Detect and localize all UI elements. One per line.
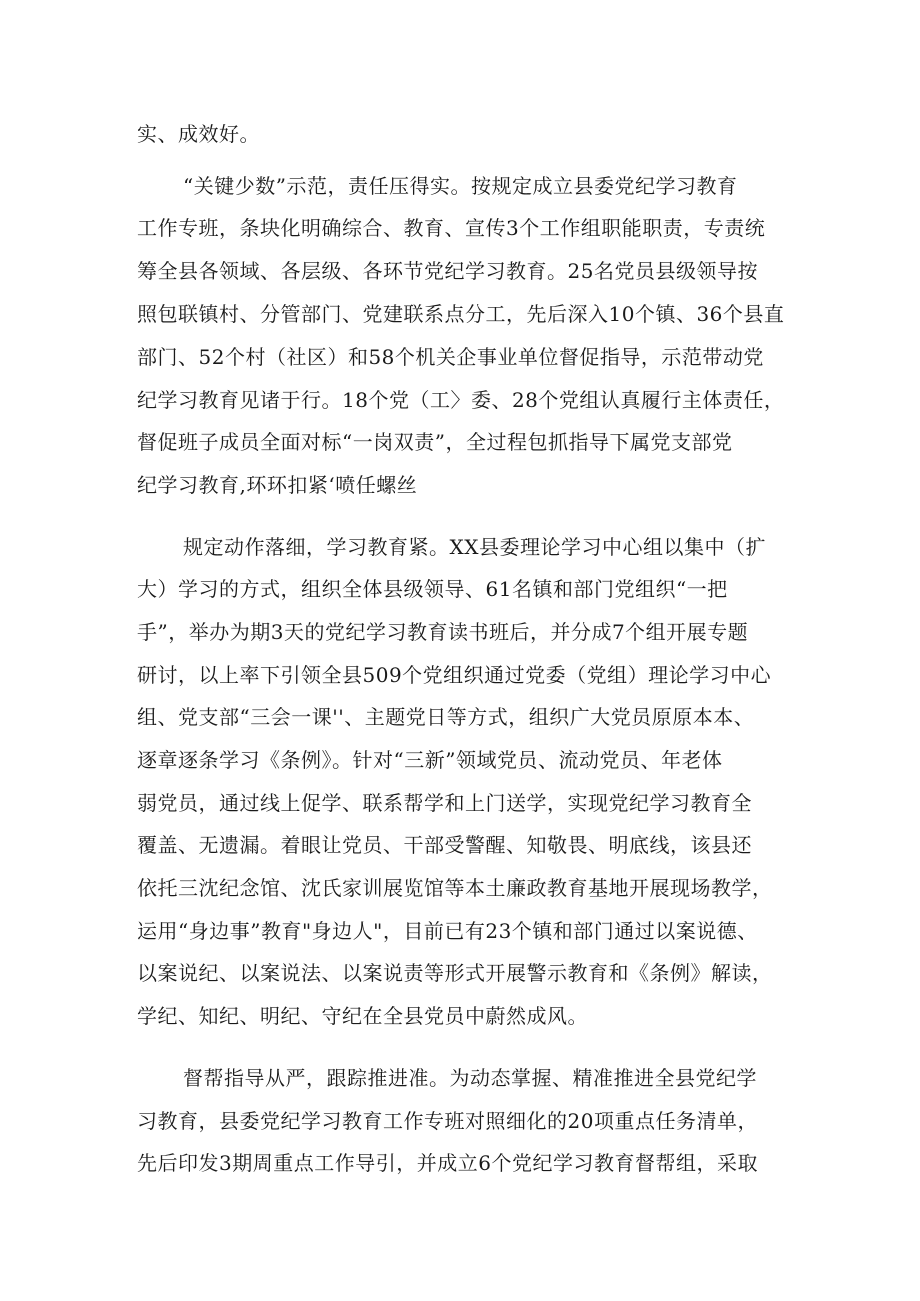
text-line: 研讨，以上率下引领全县509个党组织通过党委（党组）理论学习中心 (137, 663, 772, 687)
text-line: 照包联镇村、分管部门、党建联系点分工，先后深入10个镇、36个县直 (137, 302, 785, 326)
text-line: 覆盖、无遗漏。着眼让党员、干部受警醒、知敬畏、明底线，该县还 (137, 833, 752, 857)
text-line: 大）学习的方式，组织全体县级领导、61名镇和部门党组织“一把 (137, 577, 728, 601)
text-line: 逐章逐条学习《条例》。针对“三新”领域党员、流动党员、年老体 (137, 748, 723, 772)
text-line: 纪学习教育见诸于行。18个党（工〉委、28个党组认真履行主体责任， (137, 388, 785, 412)
text-line: 运用“身边事”教育"身边人"，目前已有23个镇和部门通过以案说德、 (137, 919, 758, 943)
text-line: 以案说纪、以案说法、以案说责等形式开展警示教育和《条例》解读， (137, 961, 773, 985)
text-line: 学纪、知纪、明纪、守纪在全县党员中蔚然成风。 (137, 1004, 588, 1028)
text-line: 部门、52个村（社区）和58个机关企事业单位督促指导，示范带动党 (137, 345, 764, 369)
text-line: 督促班子成员全面对标“一岗双责”，全过程包抓指导下属党支部党 (137, 430, 733, 454)
text-line: 先后印发3期周重点工作导引，并成立6个党纪学习教育督帮组，采取 (137, 1151, 758, 1175)
paragraph-first-line: 规定动作落细，学习教育紧。XX县委理论学习中心组以集中（扩 (183, 535, 766, 559)
text-line: 组、党支部“三会一课''、主题党日等方式，组织广大党员原原本本、 (137, 705, 755, 729)
text-line: 工作专班，条块化明确综合、教育、宣传3个工作组职能职责，专责统 (137, 216, 766, 240)
text-line: 筹全县各领域、各层级、各环节党纪学习教育。25名党员县级领导按 (137, 259, 758, 283)
text-line: 手”，举办为期3天的党纪学习教育读书班后，并分成7个组开展专题 (137, 620, 749, 644)
paragraph-first-line: “关键少数”示范，责任压得实。按规定成立县委党纪学习教育 (183, 174, 738, 198)
text-line: 依托三沈纪念馆、沈氏家训展览馆等本土廉政教育基地开展现场教学， (137, 876, 773, 900)
text-line: 习教育，县委党纪学习教育工作专班对照细化的20项重点任务清单， (137, 1109, 758, 1133)
text-line: 弱党员，通过线上促学、联系帮学和上门送学，实现党纪学习教育全 (137, 791, 752, 815)
text-line: 实、成效好。 (137, 122, 260, 146)
paragraph-first-line: 督帮指导从严，跟踪推进准。为动态掌握、精准推进全县党纪学 (183, 1066, 757, 1090)
text-line: 纪学习教育,环环扣紧‘喷任螺丝 (137, 473, 418, 497)
